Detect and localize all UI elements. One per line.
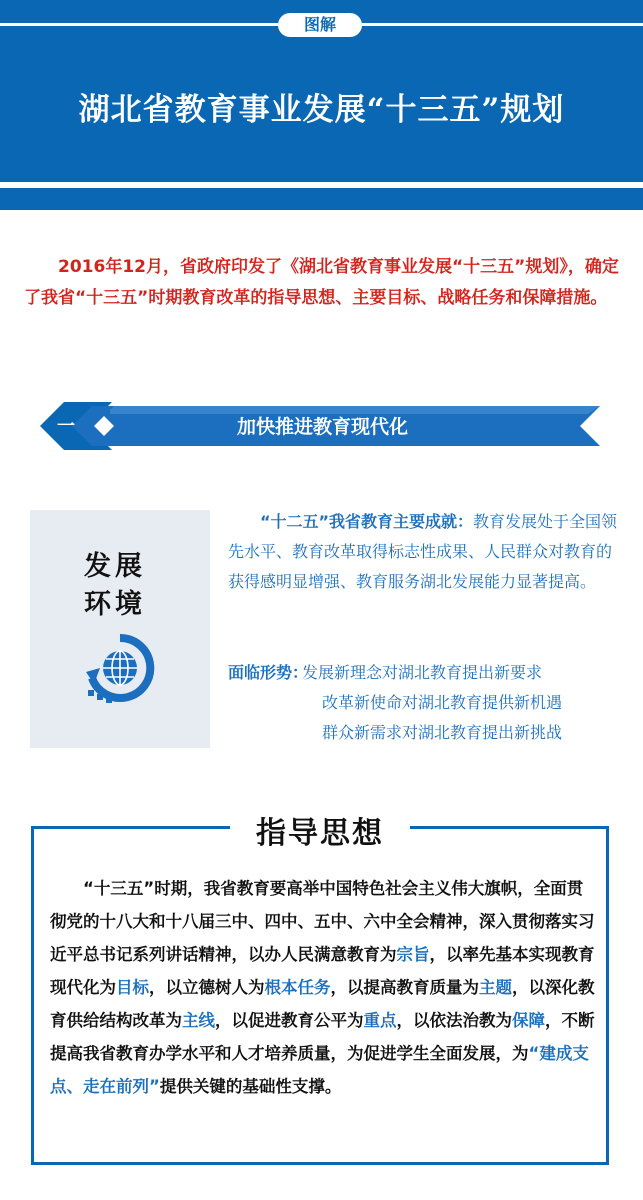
achievements-label: “十二五”我省教育主要成就： bbox=[260, 512, 474, 531]
environment-label-line1: 发展 bbox=[84, 551, 146, 582]
guiding-text: ，以提高教育质量为 bbox=[330, 978, 479, 997]
guiding-keyword: 主线 bbox=[182, 1011, 215, 1030]
environment-panel bbox=[30, 510, 210, 748]
guiding-keyword: 根本任务 bbox=[264, 978, 331, 997]
guiding-text: ，以促进教育公平为 bbox=[215, 1011, 364, 1030]
globe-refresh-icon bbox=[84, 632, 156, 704]
guiding-keyword: 保障 bbox=[512, 1011, 545, 1030]
situation-label: 面临形势： bbox=[228, 663, 309, 682]
achievements-paragraph bbox=[228, 507, 624, 597]
section-number: 一 bbox=[57, 416, 75, 437]
situation-item: 改革新使命对湖北教育提供新机遇 bbox=[322, 693, 563, 712]
guiding-keyword: 主题 bbox=[479, 978, 512, 997]
guiding-text: ，以依法治教为 bbox=[396, 1011, 512, 1030]
page-title: 湖北省教育事业发展“十三五”规划 bbox=[78, 92, 565, 128]
achievements-text: 教育发展处于全国领先水平、教育改革取得标志性成果、人民群众对教育的获得感明显增强、教育服务湖北发展能力显著提高。 bbox=[228, 512, 618, 591]
header-divider bbox=[0, 182, 643, 188]
situation-list bbox=[302, 658, 622, 748]
header-tag: 图解 bbox=[303, 15, 336, 34]
guiding-text: ，以立德树人为 bbox=[149, 978, 265, 997]
section-title: 加快推进教育现代化 bbox=[236, 416, 408, 438]
guiding-text: ，以率先基本实现教育现代化为 bbox=[50, 945, 595, 997]
guiding-text: “十三五”时期，我省教育要高举中国特色社会主义伟大旗帜，全面贯彻党的十八大和十八届三中、四中、五中、六中全会精神，深入贯彻落实习近平总书记系列讲话精神，以办人民满意教育为 bbox=[50, 879, 595, 964]
guiding-title: 指导思想 bbox=[256, 816, 384, 851]
guiding-keyword: “建成支点、走在前列” bbox=[50, 1044, 589, 1096]
guiding-keyword: 目标 bbox=[116, 978, 149, 997]
header-rule-right bbox=[362, 23, 643, 26]
guiding-paragraph bbox=[50, 872, 595, 1103]
situation-item: 发展新理念对湖北教育提出新要求 bbox=[302, 663, 543, 682]
environment-label bbox=[60, 548, 170, 624]
intro-paragraph: 2016年12月，省政府印发了《湖北省教育事业发展“十三五”规划》，确定了我省“十三五”时期教育改革的指导思想、主要目标、战略任务和保障措施。 bbox=[24, 257, 619, 308]
guiding-text: 提供关键的基础性支撑。 bbox=[159, 1077, 342, 1096]
guiding-text: ，不断提高我省教育办学水平和人才培养质量，为促进学生全面发展，为 bbox=[50, 1011, 595, 1063]
guiding-text: ，以深化教育供给结构改革为 bbox=[50, 978, 595, 1030]
guiding-keyword: 重点 bbox=[363, 1011, 397, 1030]
environment-label-line2: 环境 bbox=[84, 589, 146, 620]
situation-item: 群众新需求对湖北教育提出新挑战 bbox=[322, 723, 563, 742]
guiding-keyword: 宗旨 bbox=[396, 945, 430, 964]
header-rule-left bbox=[0, 23, 278, 26]
